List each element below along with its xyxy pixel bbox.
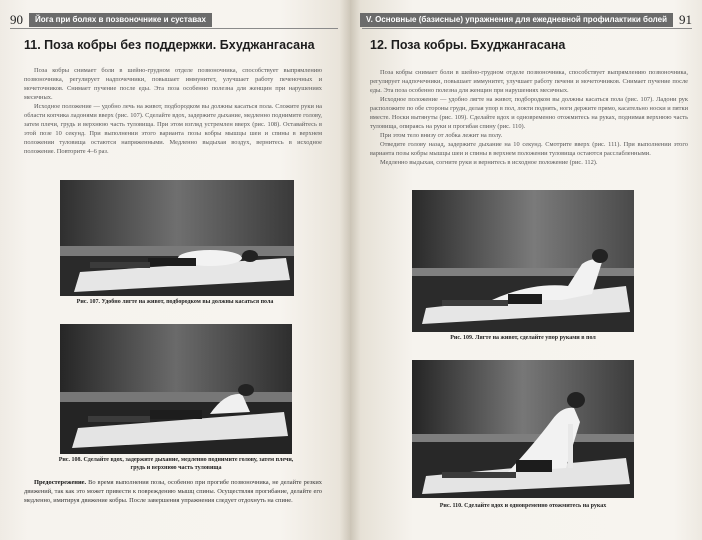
right-paragraph: При этом тело внизу от лобка лежит на полу.: [380, 132, 503, 139]
figure-109-photo: [412, 190, 634, 332]
right-paragraph: Медленно выдыхая, согните руки и вернитесь в исходное положение (рис. 112).: [380, 159, 598, 166]
left-paragraph: Исходное положение — удобно лечь на живот, подбородком вы должны касаться пола. Сложите руки на области копчика ладонями вверх (рис. 107). Сделайте вдох, задержите дыхание, медленно поднимите голову, затем плечи, грудь и верхнюю часть туловища. При этом взгляд устремлен вверх (рис. 108). Оставайтесь в этой позе 10 секунд. При выполнении этого варианта позы кобры мышцы шеи и спины в верхнем положении туловища остаются напряженными. Медленно выдыхая воздух, вернитесь в исходное положение. Повторите 4–6 раз.: [24, 103, 322, 155]
left-paragraph: Поза кобры снимает боли в шейно-грудном отделе позвоночника, способствует выпрямлению позвоночника, регулирует надпочечники, повышает иммунитет, улучшает работу печеночных и мочеточников. Снимает пучение после еды. Эта поза особенно полезна для женщин при нарушениях месячных.: [24, 67, 322, 101]
warning-text: Во время выполнения позы, особенно при прогибе позвоночника, не делайте резких движений, так как это может привести к повреждению мышц спины. Осуществляя прогибание, делайте его медленно, имитируя движение кобры. После завершения упражнения следует отдохнуть на спине.: [24, 479, 322, 504]
figure-110-caption: Рис. 110. Сделайте вдох и одновременно отожмитесь на руках: [439, 503, 607, 509]
figure-110-photo: [412, 360, 634, 498]
figure-107-photo: [60, 180, 294, 296]
right-body-text: [370, 68, 688, 167]
right-paragraph: Отведите голову назад, задержите дыхание на 10 секунд. Смотрите вверх (рис. 111). При выполнении этого варианта позы кобры мышцы шеи и спины в верхнем положении туловища остаются расслабленными.: [370, 141, 688, 157]
left-section-title: 11. Поза кобры без поддержки. Бхуджангасана: [24, 38, 315, 52]
figure-108-caption: Рис. 108. Сделайте вдох, задержите дыхание, медленно поднимите голову, затем плечи, грудь и верхнюю часть туловища: [58, 457, 294, 471]
right-page-number: 91: [679, 12, 692, 27]
right-paragraph: Поза кобры снимает боли в шейно-грудном отделе позвоночника, способствует выпрямлению позвоночника, регулирует надпочечники, повышает иммунитет, улучшает работу печени и мочеточников. Снимает пучение после еды. Эта поза особенно полезна для женщин при нарушениях месячных.: [370, 69, 688, 94]
right-paragraph: Исходное положение — удобно лягте на живот, подбородком вы должны касаться пола (рис. 107). Ладони рук расположите по обе стороны груди, делая упор в пол, локти поднять, ноги держите прямо, касательно носки и пятки вместе. Носки вытянуты (рис. 109). Сделайте вдох и одновременно отожмитесь на руках, поднимая верхнюю часть туловища, опираясь на руки и прогибая спину (рис. 110).: [370, 96, 688, 130]
left-running-head: Йога при болях в позвоночнике и суставах: [29, 13, 212, 27]
figure-109-caption: Рис. 109. Лягте на живот, сделайте упор руками в пол: [450, 335, 596, 341]
figure-108-photo: [60, 324, 292, 454]
left-running-header: [10, 12, 338, 29]
left-warning-note: [24, 478, 322, 505]
figure-107-caption: Рис. 107. Удобно лягте на живот, подбородком вы должны касаться пола: [76, 299, 274, 305]
right-running-head: V. Основные (базисные) упражнения для ежедневной профилактики болей: [360, 13, 673, 27]
left-page-number: 90: [10, 12, 23, 27]
right-section-title: 12. Поза кобры. Бхуджангасана: [370, 38, 566, 52]
left-page: [0, 0, 350, 540]
warning-label: Предостережение.: [34, 479, 87, 486]
left-body-text: [24, 66, 322, 156]
right-running-header: [362, 12, 692, 29]
right-page: [350, 0, 702, 540]
